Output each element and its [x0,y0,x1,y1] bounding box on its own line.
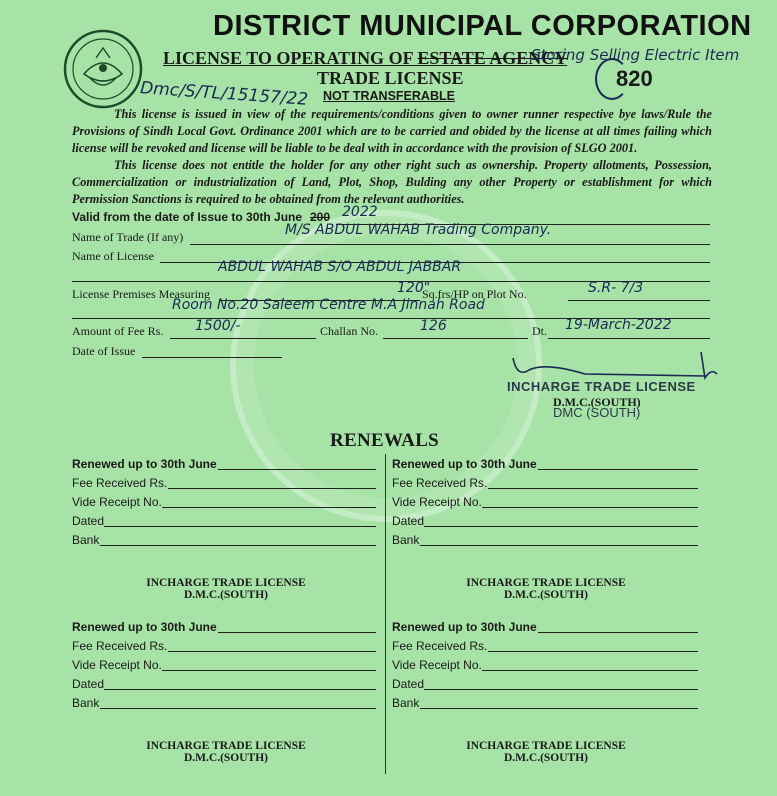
trade-license-heading: TRADE LICENSE [317,68,464,88]
renewal3-renewed-line [218,632,376,633]
renewal1-dated-label: Dated [72,514,105,528]
renewal2-receipt-label: Vide Receipt No. [392,495,482,509]
renewal2-renewed-label: Renewed up to 30th June [392,457,537,471]
renewal1-fee-label: Fee Received Rs. [72,476,168,490]
valid-year-value: 2022 [342,204,378,220]
renewal4-bank-label: Bank [392,696,420,710]
renewal2-bank-line [420,545,698,546]
subtitle-struck-text: ESTATE AGENCY [417,48,568,68]
challan-label: Challan No. [320,324,378,338]
terms-paragraph-2: This license does not entitle the holder for any other right such as ownership. Property allotments, Possession, Commercialization or industrialization of Land, Plot, Shop, Bulding any other Property or establishment for which Permission Sanctions is required to be obtained from the relevant authorities. [72,158,712,206]
renewal4-fee-line [488,651,698,652]
challan-line [383,338,528,339]
renewal2-incharge: INCHARGE TRADE LICENSE [466,577,626,589]
trade-name-line [190,244,710,245]
renewal3-fee-label: Fee Received Rs. [72,639,168,653]
premises-label: License Premises Measuring [72,287,210,301]
address-value: Room No.20 Saleem Centre M.A Jinnah Road [172,297,485,313]
plot-value: S.R- 7/3 [588,280,644,296]
dt-label: Dt. [532,324,547,338]
renewal3-dept: D.M.C.(SOUTH) [183,752,268,764]
renewal1-receipt-line [162,507,376,508]
renewal3-dated-line [104,689,376,690]
renewal2-dept: D.M.C.(SOUTH) [503,589,588,601]
licensee-label: Name of License [72,249,154,263]
renewal2-dated-label: Dated [392,514,425,528]
renewal1-renewed-label: Renewed up to 30th June [72,457,217,471]
plot-line [568,300,710,301]
renewal2-bank-label: Bank [392,533,420,547]
renewal4-fee-label: Fee Received Rs. [392,639,488,653]
signature-dept-stamp: DMC (SOUTH) [553,405,641,420]
renewal1-bank-label: Bank [72,533,100,547]
renewal3-dated-label: Dated [72,677,105,691]
renewal3-renewed-label: Renewed up to 30th June [72,620,217,634]
renewal3-receipt-label: Vide Receipt No. [72,658,162,672]
renewals-heading: RENEWALS [330,430,440,451]
licensee-value: ABDUL WAHAB S/O ABDUL JABBAR [218,259,462,275]
valid-struck-year: 200 [310,210,331,224]
renewal2-dated-line [424,526,698,527]
renewal3-receipt-line [162,670,376,671]
renewal1-fee-line [168,488,376,489]
date-issue-line [142,357,282,358]
renewal1-receipt-label: Vide Receipt No. [72,495,162,509]
renewal4-bank-line [420,708,698,709]
corporation-seal-icon [62,28,144,110]
fee-line [170,338,316,339]
renewal4-incharge: INCHARGE TRADE LICENSE [466,740,626,752]
renewal2-receipt-line [482,507,698,508]
signature-stamp: INCHARGE TRADE LICENSE [507,379,696,394]
renewal1-dept: D.M.C.(SOUTH) [183,589,268,601]
renewal1-dated-line [104,526,376,527]
renewal2-fee-label: Fee Received Rs. [392,476,488,490]
renewal3-incharge: INCHARGE TRADE LICENSE [146,740,306,752]
not-transferable-label: NOT TRANSFERABLE [323,89,455,103]
fee-value: 1500/- [195,318,241,334]
challan-value: 126 [420,318,447,334]
premises-value: 120" [397,280,431,296]
renewal4-renewed-line [538,632,698,633]
renewal1-renewed-line [218,469,376,470]
fee-label: Amount of Fee Rs. [72,324,164,338]
serial-number: 820 [616,66,653,91]
renewal4-dated-label: Dated [392,677,425,691]
renewal1-incharge: INCHARGE TRADE LICENSE [146,577,306,589]
dt-value: 19-March-2022 [565,317,672,333]
trade-name-value: M/S ABDUL WAHAB Trading Company. [285,222,552,238]
plot-label: Sq.frs/HP on Plot No. [422,287,527,301]
renewal2-renewed-line [538,469,698,470]
license-subtitle [163,48,567,69]
valid-label: Valid from the date of Issue to 30th June [72,210,303,224]
dt-line [548,338,710,339]
watermark-seal [230,210,542,522]
renewal4-renewed-label: Renewed up to 30th June [392,620,537,634]
trade-name-label: Name of Trade (If any) [72,230,184,244]
renewal4-receipt-label: Vide Receipt No. [392,658,482,672]
date-issue-label: Date of Issue [72,344,136,358]
renewal2-fee-line [488,488,698,489]
page-title: DISTRICT MUNICIPAL CORPORATION [213,10,752,42]
terms-paragraph-1: This license is issued in view of the requirements/conditions given to owner runner respective bye laws/Rule the Provisions of Sindh Local Govt. Ordinance 2001 which are to be carried and obided by the license at all times failing which license will be revoked and license will be liable to be deal with in accordance with the provision of SLGO 2001. [72,107,712,155]
renewal3-bank-line [100,708,376,709]
renewal4-receipt-line [482,670,698,671]
renewal4-dated-line [424,689,698,690]
reference-number: Dmc/S/TL/15157/22 [139,78,309,110]
renewal3-bank-label: Bank [72,696,100,710]
renewal1-bank-line [100,545,376,546]
renewals-divider [385,454,386,774]
renewal4-dept: D.M.C.(SOUTH) [503,752,588,764]
signature-dept: D.M.C.(SOUTH) [553,395,641,409]
renewal3-fee-line [168,651,376,652]
handwritten-trade-type: Storing Selling Electric Item [531,46,740,64]
subtitle-prefix: LICENSE TO OPERATING OF [163,48,413,68]
